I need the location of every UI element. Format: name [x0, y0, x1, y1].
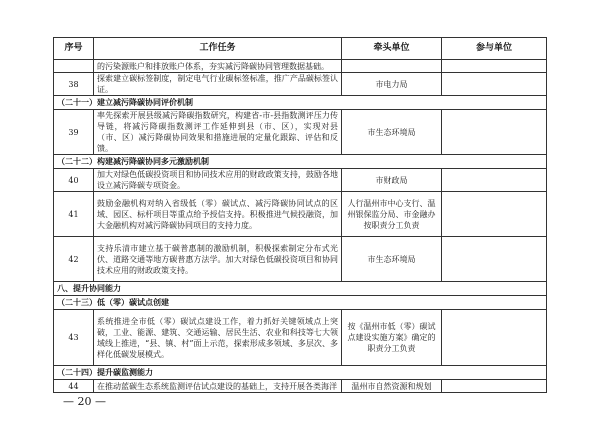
row-assist — [442, 110, 547, 155]
row-assist — [442, 192, 547, 237]
header-assist: 参与单位 — [442, 38, 547, 60]
subsection-row — [54, 155, 547, 169]
row-task: 鼓励金融机构对纳入省级低（零）碳试点、减污降碳协同试点的区域、园区、标杆项目等重点给予授信支持。积极推进气候投融资，加大金融机构对减污降碳协同项目的支持力度。 — [94, 192, 342, 237]
header-task: 工作任务 — [94, 38, 342, 60]
row-no — [54, 60, 94, 73]
row-task: 支持乐清市建立基于碳普惠制的激励机制，积极探索制定分布式光伏、道路交通等地方碳普惠方法学。加大对绿色低碳投资项目和协同技术应用的财政政策支持。 — [94, 237, 342, 282]
row-no: 41 — [54, 192, 94, 237]
row-lead: 市生态环境局 — [342, 110, 442, 155]
row-lead: 温州市自然资源和规划 — [342, 380, 442, 393]
row-assist — [442, 73, 547, 96]
row-assist — [442, 60, 547, 73]
row-lead: 人行温州市中心支行、温州银保监分局、市金融办按职责分工负责 — [342, 192, 442, 237]
subsection-row — [54, 366, 547, 380]
table-row — [54, 110, 547, 155]
row-lead: 市电力局 — [342, 73, 442, 96]
row-lead — [342, 60, 442, 73]
row-lead: 按《温州市低（零）碳试点建设实施方案》确定的职责分工负责 — [342, 310, 442, 366]
row-lead: 市财政局 — [342, 169, 442, 192]
subsection-row — [54, 296, 547, 310]
row-lead: 市生态环境局 — [342, 237, 442, 282]
section-row — [54, 282, 547, 296]
task-table — [53, 37, 547, 393]
row-task: 在推动蓝碳生态系统监测评估试点建设的基础上，支持开展各类海洋 — [94, 380, 342, 393]
page-number: — 20 — — [63, 395, 106, 408]
table-row — [54, 169, 547, 192]
row-task: 加大对绿色低碳投资项目和协同技术应用的财政政策支持，鼓励各地设立减污降碳专项资金。 — [94, 169, 342, 192]
table-header-row — [54, 38, 547, 60]
row-no: 43 — [54, 310, 94, 366]
header-lead: 牵头单位 — [342, 38, 442, 60]
row-no: 38 — [54, 73, 94, 96]
table-row — [54, 192, 547, 237]
subsection-title: （二十二）构建减污降碳协同多元激励机制 — [54, 155, 547, 169]
table-row — [54, 310, 547, 366]
header-no: 序号 — [54, 38, 94, 60]
table-row — [54, 237, 547, 282]
row-task: 探索建立碳标签制度，制定电气行业碳标签标准，推广产品碳标签认证。 — [94, 73, 342, 96]
subsection-row — [54, 96, 547, 110]
row-assist — [442, 310, 547, 366]
row-no: 44 — [54, 380, 94, 393]
table-row — [54, 73, 547, 96]
row-no: 40 — [54, 169, 94, 192]
row-assist — [442, 169, 547, 192]
row-no: 42 — [54, 237, 94, 282]
subsection-title: （二十三）低（零）碳试点创建 — [54, 296, 547, 310]
table-row — [54, 380, 547, 393]
row-task: 的污染源账户和排放账户体系，夯实减污降碳协同管理数据基础。 — [94, 60, 342, 73]
subsection-title: （二十一）建立减污降碳协同评价机制 — [54, 96, 547, 110]
row-assist — [442, 380, 547, 393]
row-task: 系统推进全市低（零）碳试点建设工作，着力抓好关键领域点上突破，工业、能源、建筑、交通运输、居民生活、农业和科技等七大领域线上推进，“县、镇、村”面上示范，探索形成多领域、多层次、多样化低碳发展模式。 — [94, 310, 342, 366]
row-task: 率先探索开展县级减污降碳指数研究，构建省-市-县指数测评压力传导链，将减污降碳指数测评工作延伸到县（市、区），实现对县（市、区）减污降碳协同效果和措施进展的定量化跟踪、评估和反馈。 — [94, 110, 342, 155]
subsection-title: （二十四）提升碳监测能力 — [54, 366, 547, 380]
row-no: 39 — [54, 110, 94, 155]
row-assist — [442, 237, 547, 282]
section-title: 八、提升协同能力 — [54, 282, 547, 296]
table-row — [54, 60, 547, 73]
